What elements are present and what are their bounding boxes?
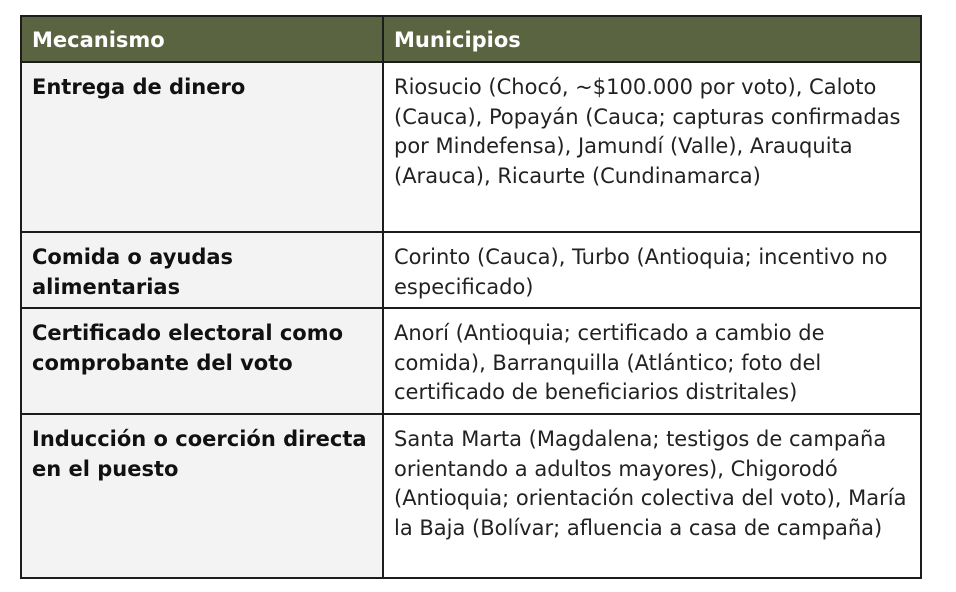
municipalities-cell: [384, 309, 920, 413]
table-row: [22, 413, 920, 577]
mechanism-cell: [22, 309, 384, 413]
table-row: [22, 61, 920, 231]
mechanism-text: Entrega de dinero: [32, 75, 246, 99]
vote-buying-table: [20, 15, 922, 579]
table-row: [22, 231, 920, 307]
header-cell-mechanism: [22, 17, 384, 61]
header-label-mechanism: Mecanismo: [32, 28, 165, 52]
mechanism-text: Inducción o coerción directa en el puesto: [32, 427, 367, 481]
municipalities-text: Santa Marta (Magdalena; testigos de campaña orientando a adultos mayores), Chigorodó (Antioquia; orientación colectiva del voto), María la Baja (Bolívar; afluencia a casa de campaña): [394, 427, 907, 540]
municipalities-text: Anorí (Antioquia; certificado a cambio de comida), Barranquilla (Atlántico; foto del certificado de beneficiarios distritales): [394, 321, 825, 404]
table-row: [22, 307, 920, 413]
mechanism-cell: [22, 415, 384, 577]
municipalities-cell: [384, 233, 920, 307]
municipalities-text: Riosucio (Chocó, ~$100.000 por voto), Caloto (Cauca), Popayán (Cauca; capturas confirmadas por Mindefensa), Jamundí (Valle), Arauquita (Arauca), Ricaurte (Cundinamarca): [394, 75, 901, 188]
municipalities-cell: [384, 415, 920, 577]
mechanism-text: Certificado electoral como comprobante del voto: [32, 321, 344, 375]
mechanism-cell: [22, 233, 384, 307]
municipalities-text: Corinto (Cauca), Turbo (Antioquia; incentivo no especificado): [394, 245, 888, 299]
table-header-row: [22, 17, 920, 61]
header-cell-municipalities: [384, 17, 920, 61]
mechanism-text: Comida o ayudas alimentarias: [32, 245, 234, 299]
header-label-municipalities: Municipios: [394, 28, 521, 52]
mechanism-cell: [22, 63, 384, 231]
municipalities-cell: [384, 63, 920, 231]
